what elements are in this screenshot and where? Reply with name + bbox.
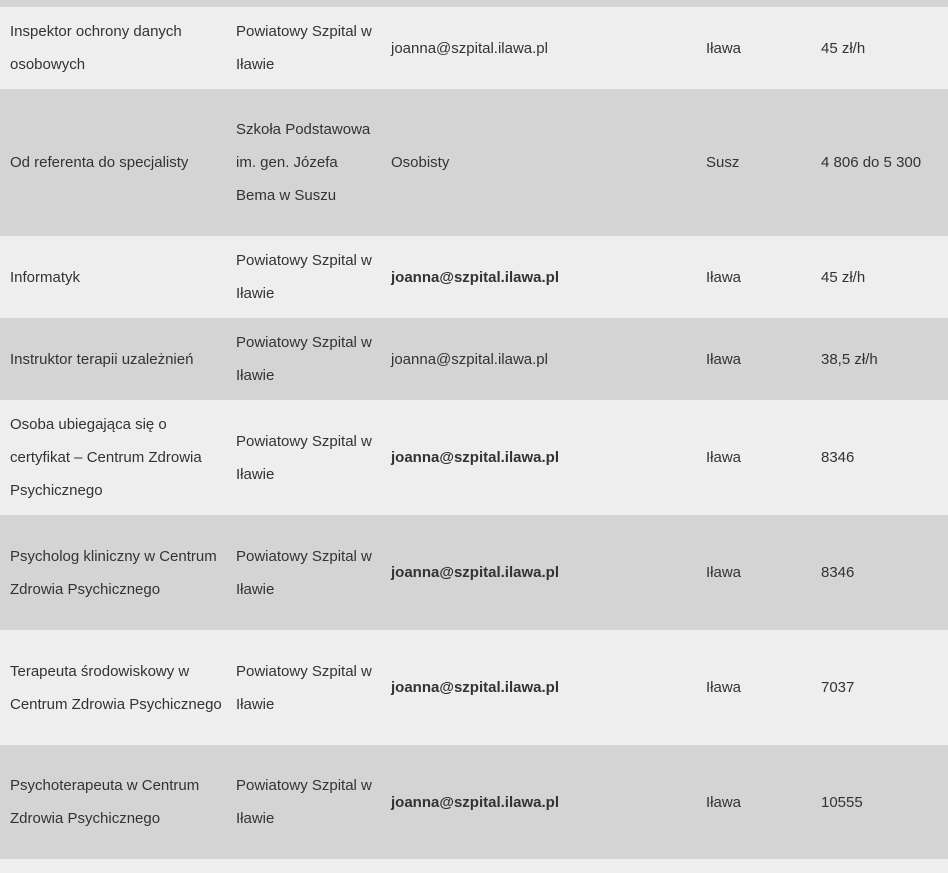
job-title: Psychoterapeuta w Centrum Zdrowia Psychicznego [10, 777, 200, 827]
job-title: Od referenta do specjalisty [10, 154, 189, 171]
table-row [0, 745, 948, 859]
table-row [0, 515, 948, 630]
city: Susz [706, 154, 740, 171]
salary: 4 806 do 5 300 [821, 154, 922, 171]
table-row [0, 236, 948, 318]
city: Iława [706, 793, 742, 811]
city: Iława [706, 449, 742, 466]
salary: 7037 [821, 679, 855, 696]
city: Iława [706, 564, 742, 581]
job-title: Osoba ubiegająca się o certyfikat – Centrum Zdrowia Psychicznego [10, 416, 202, 499]
salary: 45 zł/h [821, 39, 866, 57]
bottom-strip [0, 859, 948, 873]
job-title: Inspektor ochrony danych osobowych [10, 23, 182, 73]
table-row [0, 318, 948, 400]
employer: Powiatowy Szpital w Iławie [236, 252, 372, 302]
salary: 45 zł/h [821, 268, 866, 286]
city: Iława [706, 39, 742, 57]
contact-link[interactable]: joanna@szpital.ilawa.pl [391, 350, 548, 368]
table-row [0, 630, 948, 745]
employer: Powiatowy Szpital w Iławie [236, 662, 372, 713]
employer: Powiatowy Szpital w Iławie [236, 334, 372, 384]
table-row [0, 7, 948, 89]
employer: Powiatowy Szpital w Iławie [236, 547, 372, 598]
table-row [0, 89, 948, 236]
job-title: Informatyk [10, 268, 81, 286]
city: Iława [706, 350, 742, 368]
salary: 8346 [821, 449, 855, 466]
contact-link[interactable]: joanna@szpital.ilawa.pl [391, 564, 559, 581]
job-title: Terapeuta środowiskowy w Centrum Zdrowia Psychicznego [10, 662, 222, 713]
employer: Szkoła Podstawowa im. gen. Józefa Bema w Suszu [236, 121, 371, 204]
contact-link[interactable]: joanna@szpital.ilawa.pl [391, 793, 559, 811]
top-strip [0, 0, 948, 7]
job-title: Instruktor terapii uzależnień [10, 350, 194, 368]
salary: 38,5 zł/h [821, 350, 878, 368]
salary: 10555 [821, 793, 863, 811]
city: Iława [706, 679, 742, 696]
contact-link[interactable]: joanna@szpital.ilawa.pl [391, 268, 559, 286]
job-listings-table [0, 7, 948, 859]
job-title: Psycholog kliniczny w Centrum Zdrowia Psychicznego [10, 547, 217, 598]
employer: Powiatowy Szpital w Iławie [236, 432, 372, 483]
city: Iława [706, 268, 742, 286]
employer: Powiatowy Szpital w Iławie [236, 23, 372, 73]
salary: 8346 [821, 564, 855, 581]
contact-link[interactable]: joanna@szpital.ilawa.pl [391, 449, 559, 466]
contact-link[interactable]: joanna@szpital.ilawa.pl [391, 679, 559, 696]
table-row [0, 400, 948, 515]
employer: Powiatowy Szpital w Iławie [236, 777, 372, 827]
contact-method: Osobisty [391, 154, 450, 171]
contact-link[interactable]: joanna@szpital.ilawa.pl [391, 39, 548, 57]
